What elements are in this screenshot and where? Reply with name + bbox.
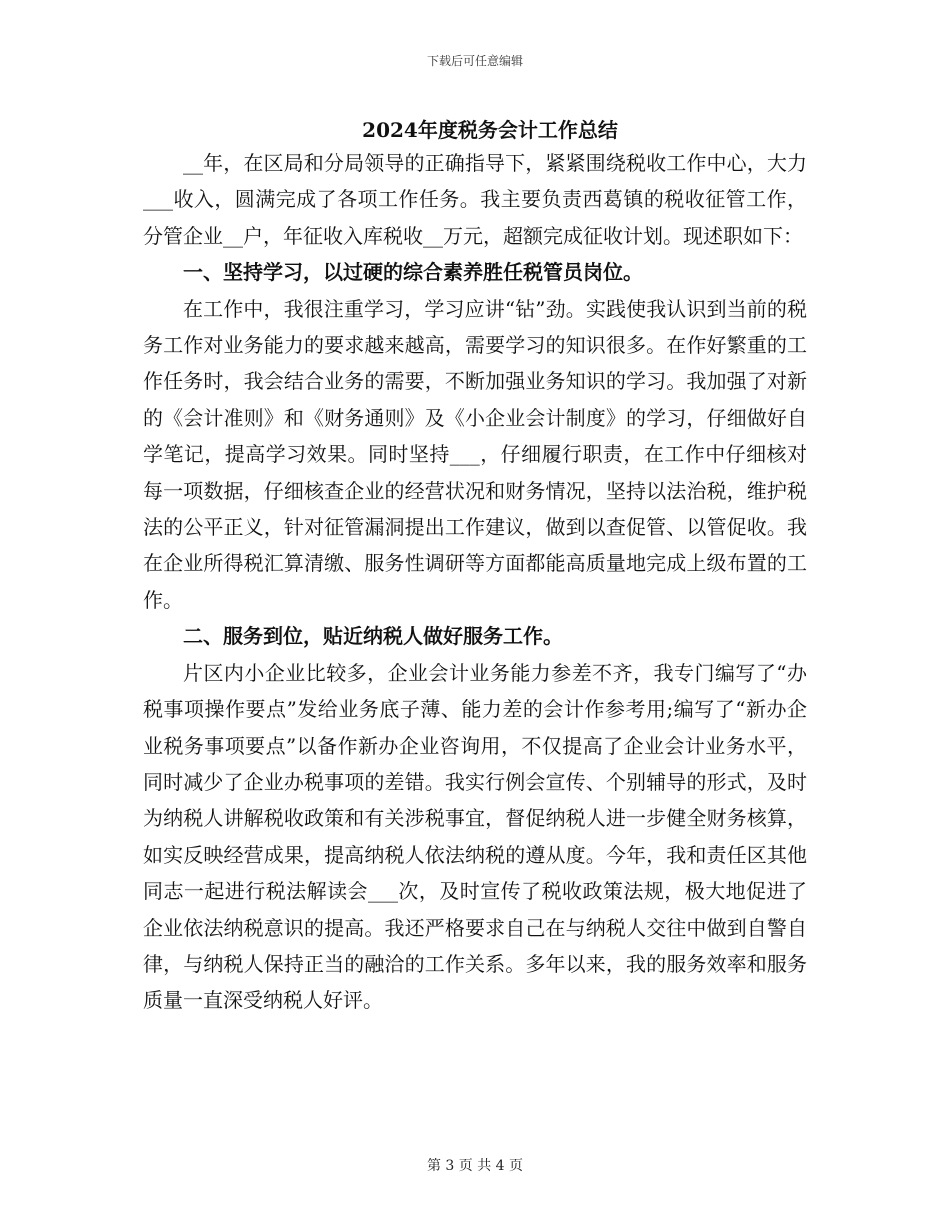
intro-paragraph: __年，在区局和分局领导的正确指导下，紧紧围绕税收工作中心，大力___收入，圆满完成了各项工作任务。我主要负责西葛镇的税收征管工作，分管企业__户，年征收入库税收__万元，超额完成征收计划。现述职如下：: [143, 151, 807, 248]
section-2-paragraph: 片区内小企业比较多，企业会计业务能力参差不齐，我专门编写了“办税事项操作要点”发给业务底子薄、能力差的会计作参考用;编写了“新办企业税务事项要点”以备作新办企业咨询用，不仅提高了企业会计业务水平，同时减少了企业办税事项的差错。我实行例会宣传、个别辅导的形式，及时为纳税人讲解税收政策和有关涉税事宜，督促纳税人进一步健全财务核算，如实反映经营成果，提高纳税人依法纳税的遵从度。今年，我和责任区其他同志一起进行税法解读会___次，及时宣传了税收政策法规，极大地促进了企业依法纳税意识的提高。我还严格要求自己在与纳税人交往中做到自警自律，与纳税人保持正当的融洽的工作关系。多年以来，我的服务效率和服务质量一直深受纳税人好评。: [143, 660, 807, 1013]
page-title: 2024年度税务会计工作总结: [362, 118, 618, 142]
document-body: [143, 145, 807, 1019]
section-heading-2: 二、服务到位，贴近纳税人做好服务工作。: [183, 624, 563, 649]
header-note: 下载后可任意编辑: [426, 54, 523, 68]
section-heading-1: 一、坚持学习，以过硬的综合素养胜任税管员岗位。: [183, 260, 643, 285]
section-1-paragraph: 在工作中，我很注重学习，学习应讲“钻”劲。实践使我认识到当前的税务工作对业务能力的要求越来越高，需要学习的知识很多。在作好繁重的工作任务时，我会结合业务的需要，不断加强业务知识的学习。我加强了对新的《会计准则》和《财务通则》及《小企业会计制度》的学习，仔细做好自学笔记，提高学习效果。同时坚持___，仔细履行职责，在工作中仔细核对每一项数据，仔细核查企业的经营状况和财务情况，坚持以法治税，维护税法的公平正义，针对征管漏洞提出工作建议，做到以查促管、以管促收。我在企业所得税汇算清缴、服务性调研等方面都能高质量地完成上级布置的工作。: [143, 296, 807, 612]
page-footer: 第 3 页 共 4 页: [426, 1158, 524, 1174]
